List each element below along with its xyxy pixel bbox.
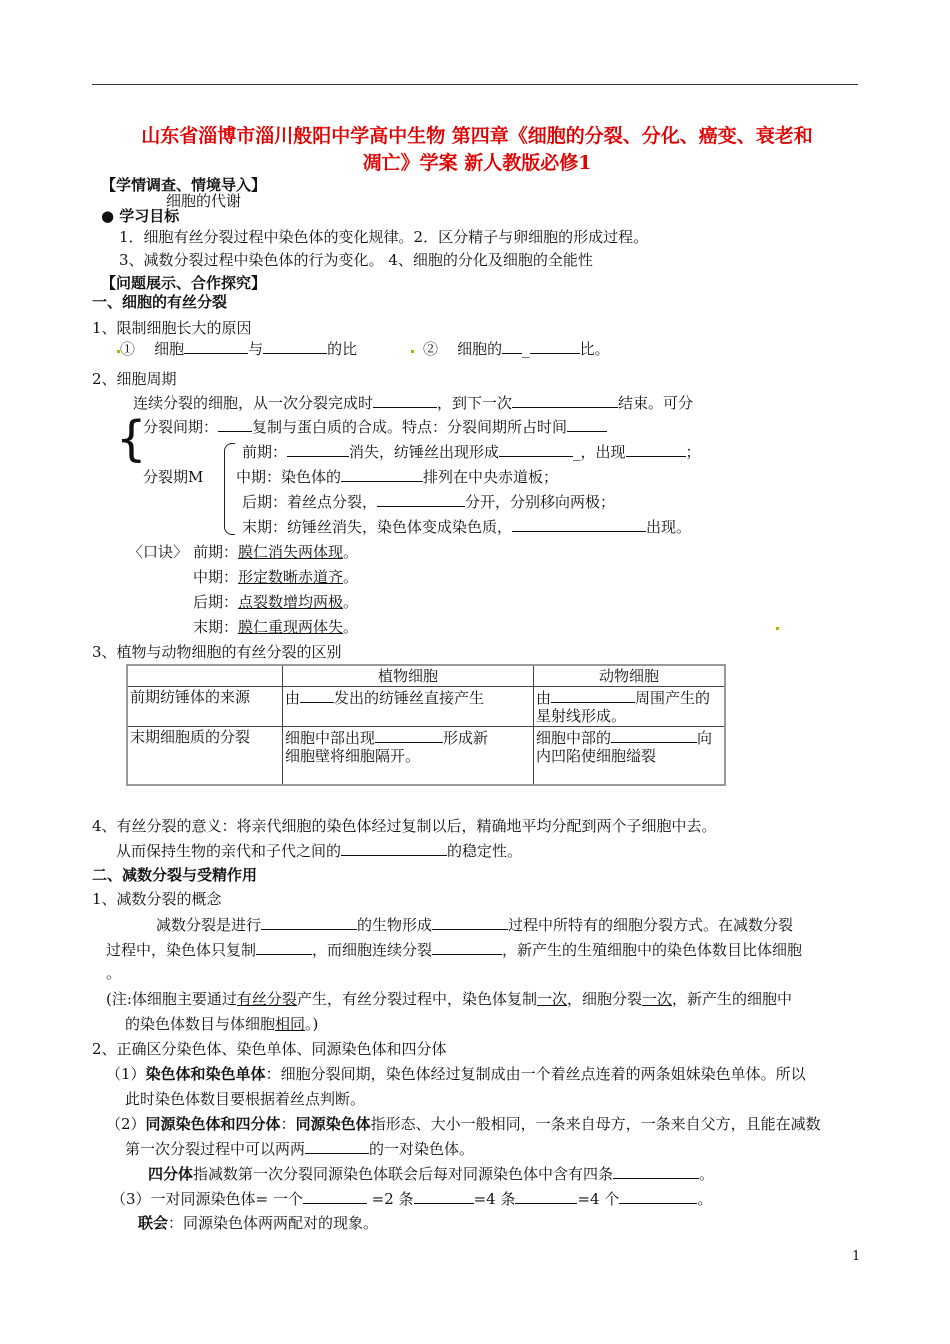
s2-q1-heading: 1、减数分裂的概念 [92, 890, 222, 908]
problems-header: 【问题展示、合作探究】 [101, 274, 267, 292]
table-cell: 末期细胞质的分裂 [127, 727, 283, 786]
q1a: ① 细胞 与 的比 [120, 340, 358, 358]
table-cell: 前期纺锤体的来源 [127, 687, 283, 727]
meiosis-def-3: 。 [106, 964, 122, 982]
q4-line2: 从而保持生物的亲代和子代之间的 的稳定性。 [116, 842, 523, 860]
marker-dot [776, 627, 779, 630]
q3-heading: 3、植物与动物细胞的有丝分裂的区别 [92, 643, 342, 661]
top-rule [92, 84, 858, 85]
q1-heading: 1、限制细胞长大的原因 [92, 319, 252, 337]
section1-title: 一、细胞的有丝分裂 [92, 293, 228, 311]
metaphase: 中期：染色体的 排列在中央赤道板； [236, 468, 559, 486]
marker-dot [411, 350, 414, 353]
mnemonic-3: 后期：点裂数增均两极。 [193, 593, 359, 611]
mphase-bracket [224, 443, 235, 535]
mphase-label: 分裂期M [143, 468, 204, 486]
note-line1: (注:体细胞主要通过有丝分裂产生，有丝分裂过程中，染色体复制一次，细胞分裂一次，新产生的细胞中 [106, 990, 793, 1008]
meiosis-def-2: 过程中，染色体只复制 ，而细胞连续分裂 ，新产生的生殖细胞中的染色体数目比体细胞 [106, 941, 803, 959]
mnemonic-4: 末期：膜仁重现两体失。 [193, 618, 359, 636]
s2-item2-line1: （2）同源染色体和四分体：同源染色体指形态、大小一般相同，一条来自母方，一条来自父方，且能在减数 [106, 1115, 821, 1133]
table-row [127, 665, 725, 687]
table-cell: 细胞中部出现 形成新 细胞壁将细胞隔开。 [283, 727, 534, 786]
interphase: 分裂间期： 复制与蛋白质的合成。特点：分裂间期所占时间 [143, 416, 607, 437]
page-number: 1 [852, 1249, 861, 1264]
table-header: 动物细胞 [534, 665, 726, 687]
goal-line-1: 1．细胞有丝分裂过程中染色体的变化规律。2．区分精子与卵细胞的形成过程。 [119, 228, 649, 246]
q4-line1: 4、有丝分裂的意义：将亲代细胞的染色体经过复制以后，精确地平均分配到两个子细胞中去。 [92, 817, 717, 835]
s2-item1-line2: 此时染色体数目要根据着丝点判断。 [125, 1090, 366, 1108]
doc-title-line2: 凋亡》学案 新人教版必修1 [362, 152, 592, 174]
synapsis-line: 联会：同源染色体两两配对的现象。 [138, 1214, 379, 1232]
mnemonic-1: 前期：膜仁消失两体现。 [193, 543, 359, 561]
tetrad-line: 四分体指减数第一次分裂同源染色体联会后每对同源染色体中含有四条 。 [148, 1165, 715, 1183]
goal-line-2: 3、减数分裂过程中染色体的行为变化。 4、细胞的分化及细胞的全能性 [119, 251, 593, 269]
telophase: 末期：纺锤丝消失，染色体变成染色质， 出现。 [242, 518, 692, 536]
table-cell: 由 周围产生的 星射线形成。 [534, 687, 726, 727]
note-line2: 的染色体数目与体细胞相同。) [125, 1015, 319, 1033]
table-row [127, 687, 725, 727]
meiosis-def-1: 减数分裂是进行 的生物形成 过程中所特有的细胞分裂方式。在减数分裂 [156, 916, 794, 934]
q2-heading: 2、细胞周期 [92, 370, 177, 388]
s2-item3: （3）一对同源染色体= 一个 =2 条 =4 条 =4 个 。 [111, 1190, 713, 1208]
prophase: 前期： 消失，纺锤丝出现形成 _，出现 ； [242, 443, 701, 461]
s2-q2-heading: 2、正确区分染色体、染色单体、同源染色体和四分体 [92, 1040, 447, 1058]
mnemonic-label: 〈口诀〉 [128, 543, 189, 561]
cycle-definition: 连续分裂的细胞，从一次分裂完成时 ，到下一次 结束。可分 [133, 394, 694, 412]
anaphase: 后期：着丝点分裂， 分开，分别移向两极； [242, 493, 616, 511]
table-row [127, 727, 725, 786]
intro-sub: 细胞的代谢 [166, 192, 242, 210]
s2-item1-line1: （1）染色体和染色单体：细胞分裂间期，染色体经过复制成由一个着丝点连着的两条姐妹染色单体。所以 [106, 1065, 806, 1083]
comparison-table [126, 664, 726, 786]
table-cell: 由 发出的纺锤丝直接产生 [283, 687, 534, 727]
doc-title-line1: 山东省淄博市淄川般阳中学高中生物 第四章《细胞的分裂、分化、癌变、衰老和 [141, 125, 813, 147]
mnemonic-2: 中期：形定数晰赤道齐。 [193, 568, 359, 586]
table-cell: 细胞中部的 向 内凹陷使细胞缢裂 [534, 727, 726, 786]
table-header: 植物细胞 [283, 665, 534, 687]
intro-header: 【学情调查、情境导入】 [101, 176, 267, 194]
goals-header: ● 学习目标 [101, 207, 180, 225]
section2-title: 二、减数分裂与受精作用 [92, 866, 258, 884]
q1b: ② 细胞的 _ 比。 [423, 340, 610, 358]
s2-item2-line2: 第一次分裂过程中可以两两 的一对染色体。 [125, 1140, 475, 1158]
left-brace: { [116, 411, 147, 467]
